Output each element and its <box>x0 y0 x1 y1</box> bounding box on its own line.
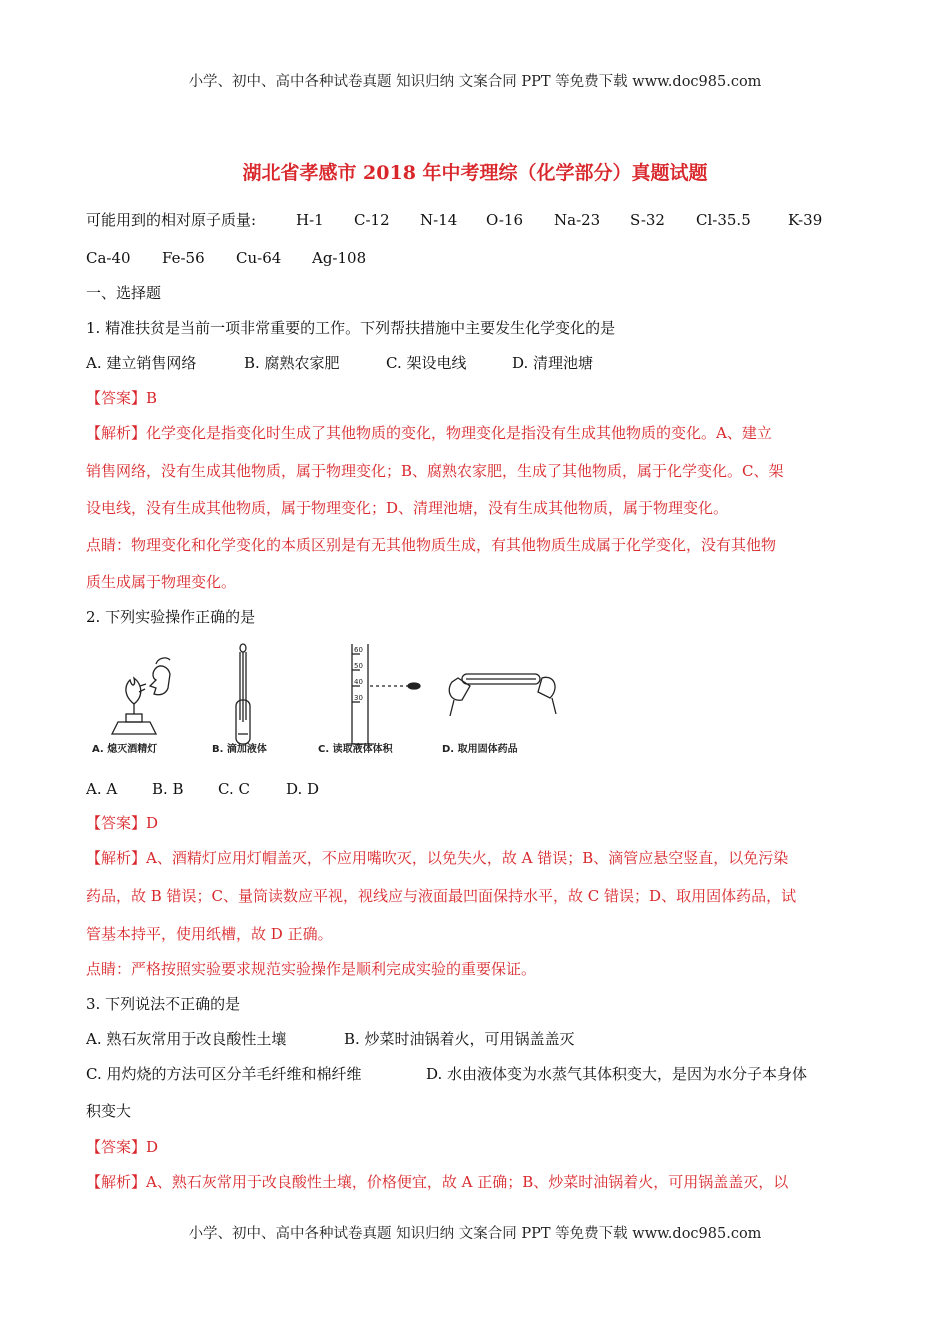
q3-option-c: C. 用灼烧的方法可区分羊毛纤维和棉纤维 <box>86 1065 362 1083</box>
q1-option-c: C. 架设电线 <box>386 354 467 372</box>
q3-answer-tag: 【答案】 <box>86 1138 147 1156</box>
q3-options-line-1 <box>86 1029 575 1049</box>
test-tube-paper-trough-illustration <box>449 674 556 716</box>
q2-stem: 2. 下列实验操作正确的是 <box>86 608 256 626</box>
q1-note-line-1: 点睛：物理变化和化学变化的本质区别是有无其他物质生成，有其他物质生成属于化学变化，没有其他物 <box>86 536 777 554</box>
q1-option-d: D. 清理池塘 <box>512 354 594 372</box>
q2-analysis-text: A、酒精灯应用灯帽盖灭，不应用嘴吹灭，以免失火，故 A 错误；B、滴管应悬空竖直，以免污染 <box>146 849 789 867</box>
q2-answer-value: D <box>146 814 159 832</box>
atom-s: S-32 <box>630 211 665 229</box>
q3-option-d: D. 水由液体变为水蒸气其体积变大，是因为水分子本身体 <box>426 1065 808 1083</box>
caption-b: B. 滴加液体 <box>212 744 267 754</box>
caption-c: C. 读取液体体积 <box>318 744 393 754</box>
atom-h: H-1 <box>296 211 324 229</box>
q1-analysis-line-2: 销售网络，没有生成其他物质，属于物理变化；B、腐熟农家肥，生成了其他物质，属于化学变化。C、架 <box>86 462 784 480</box>
q3-analysis-text: A、熟石灰常用于改良酸性土壤，价格便宜，故 A 正确；B、炒菜时油锅着火，可用锅盖盖灭，以 <box>146 1173 789 1191</box>
q2-analysis-line-1 <box>86 848 788 868</box>
q3-stem: 3. 下列说法不正确的是 <box>86 995 241 1013</box>
q1-analysis-line-3: 设电线，没有生成其他物质，属于物理变化；D、清理池塘，没有生成其他物质，属于物理变化。 <box>86 499 729 517</box>
atom-na: Na-23 <box>554 211 601 229</box>
q2-note: 点睛：严格按照实验要求规范实验操作是顺利完成实验的重要保证。 <box>86 960 537 978</box>
q3-options-line-3: 积变大 <box>86 1102 132 1120</box>
atomic-mass-label: 可能用到的相对原子质量: <box>86 211 257 229</box>
q3-answer <box>86 1137 158 1157</box>
q2-options <box>86 779 319 799</box>
atom-ca: Ca-40 <box>86 249 131 267</box>
cylinder-tick-40: 40 <box>354 678 363 686</box>
q2-option-a: A. A <box>86 780 118 798</box>
q1-option-a: A. 建立销售网络 <box>86 354 197 372</box>
cylinder-tick-50: 50 <box>354 662 363 670</box>
q1-answer-tag: 【答案】 <box>86 389 147 407</box>
dropper-illustration <box>236 644 250 744</box>
q2-analysis-tag: 【解析】 <box>86 849 147 867</box>
atom-cu: Cu-64 <box>236 249 282 267</box>
atom-n: N-14 <box>420 211 458 229</box>
page-title: 湖北省孝感市 2018 年中考理综（化学部分）真题试题 <box>242 162 708 184</box>
atom-fe: Fe-56 <box>162 249 205 267</box>
atomic-mass-row-1 <box>86 210 822 230</box>
cylinder-tick-60: 60 <box>354 646 363 654</box>
q1-analysis-tag: 【解析】 <box>86 424 147 442</box>
q2-analysis-line-2: 药品，故 B 错误；C、量筒读数应平视，视线应与液面最凹面保持水平，故 C 错误；D、取用固体药品，试 <box>86 887 797 905</box>
cylinder-tick-30: 30 <box>354 694 363 702</box>
alcohol-lamp-illustration <box>112 658 170 734</box>
q1-analysis-text: 化学变化是指变化时生成了其他物质的变化，物理变化是指没有生成其他物质的变化。A、建立 <box>146 424 772 442</box>
q3-answer-value: D <box>146 1138 159 1156</box>
q1-stem: 1. 精准扶贫是当前一项非常重要的工作。下列帮扶措施中主要发生化学变化的是 <box>86 319 616 337</box>
page-header: 小学、初中、高中各种试卷真题 知识归纳 文案合同 PPT 等免费下载 www.doc985.com <box>188 74 762 90</box>
atom-ag: Ag-108 <box>312 249 367 267</box>
q2-option-d: D. D <box>286 780 320 798</box>
q2-option-c: C. C <box>218 780 250 798</box>
q1-analysis-line-1 <box>86 423 772 443</box>
q1-options <box>86 353 593 373</box>
q3-analysis-tag: 【解析】 <box>86 1173 147 1191</box>
q1-option-b: B. 腐熟农家肥 <box>244 354 340 372</box>
q2-answer <box>86 813 158 833</box>
atom-cl: Cl-35.5 <box>696 211 751 229</box>
q2-analysis-line-3: 管基本持平，使用纸槽，故 D 正确。 <box>86 925 333 943</box>
atom-k: K-39 <box>788 211 823 229</box>
q1-answer-value: B <box>146 389 158 407</box>
caption-d: D. 取用固体药品 <box>442 744 518 754</box>
q3-options-line-2 <box>86 1064 807 1084</box>
q3-analysis-line-1 <box>86 1172 788 1192</box>
caption-a: A. 熄灭酒精灯 <box>92 744 158 754</box>
atom-c: C-12 <box>354 211 390 229</box>
page-footer: 小学、初中、高中各种试卷真题 知识归纳 文案合同 PPT 等免费下载 www.doc985.com <box>188 1226 762 1242</box>
q3-option-b: B. 炒菜时油锅着火，可用锅盖盖灭 <box>344 1030 575 1048</box>
section-heading: 一、选择题 <box>86 284 162 302</box>
q2-figure <box>90 642 560 754</box>
q1-answer <box>86 388 157 408</box>
q2-answer-tag: 【答案】 <box>86 814 147 832</box>
q2-option-b: B. B <box>152 780 184 798</box>
atom-o: O-16 <box>486 211 524 229</box>
atomic-mass-row-2 <box>86 248 366 268</box>
q3-option-a: A. 熟石灰常用于改良酸性土壤 <box>86 1030 287 1048</box>
q1-note-line-2: 质生成属于物理变化。 <box>86 573 237 591</box>
